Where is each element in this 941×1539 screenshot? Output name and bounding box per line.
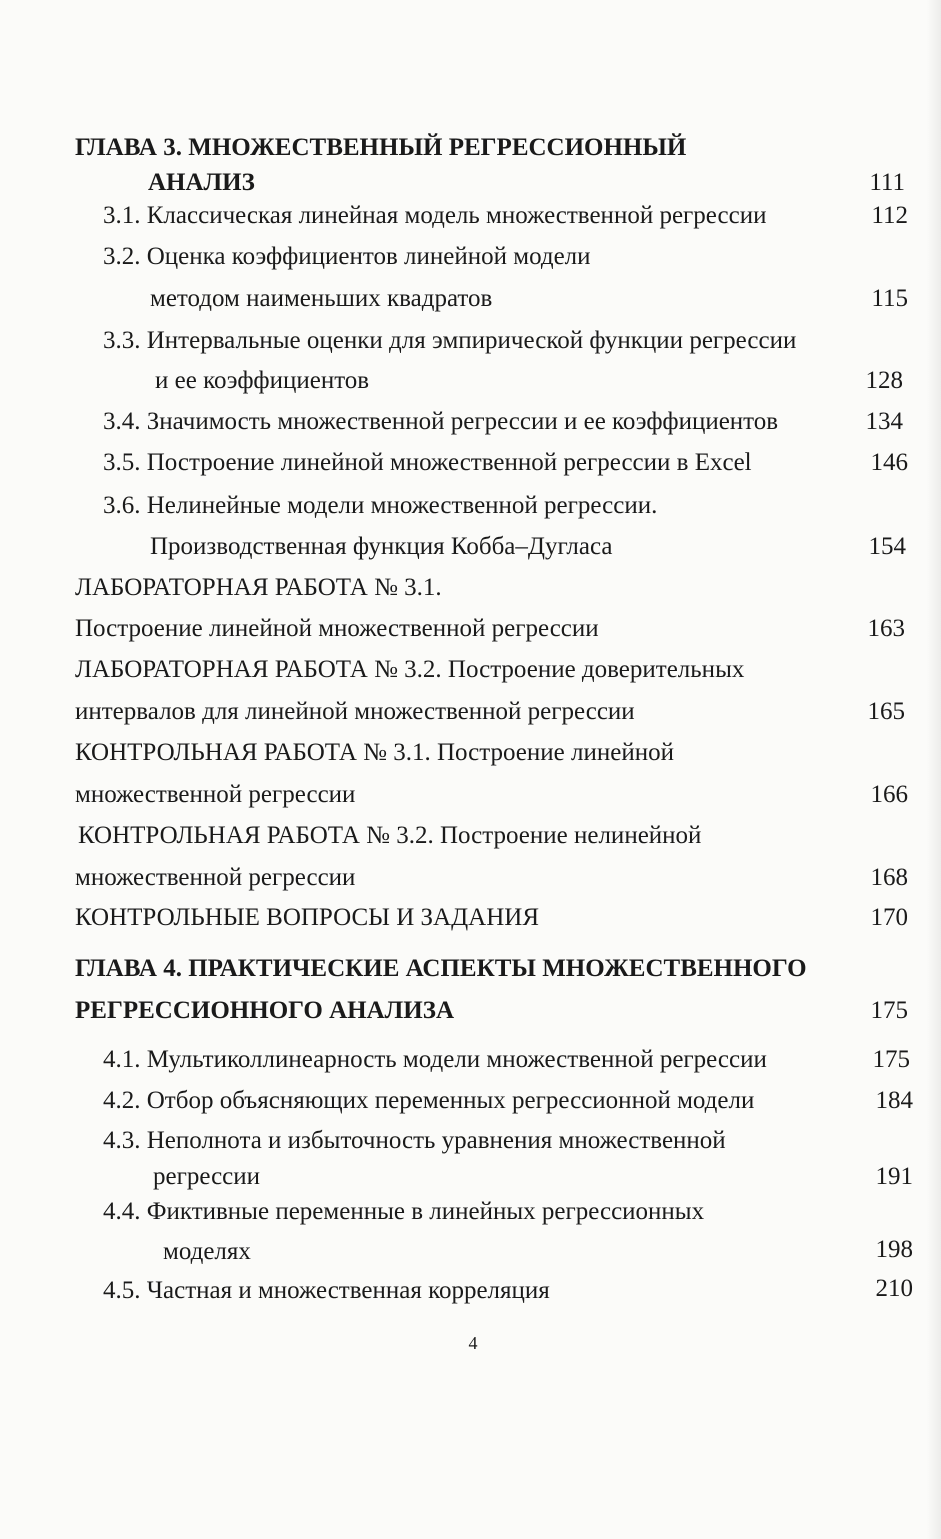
toc-section-3-6-line2: Производственная функция Кобба–Дугласа [150,533,613,560]
toc-page-number: 146 [870,449,908,476]
toc-section-3-4: 3.4. Значимость множественной регрессии и ее коэффициентов [103,408,779,435]
toc-section-3-3-line2: и ее коэффициентов [155,367,370,394]
toc-control-3-1-line1: КОНТРОЛЬНАЯ РАБОТА № 3.1. Построение линейной [75,739,674,766]
page-edge-shadow [927,0,941,1539]
toc-page-number: 184 [875,1087,913,1114]
toc-page-number: 115 [871,285,908,312]
toc-page-number: 166 [870,781,908,808]
toc-section-4-2: 4.2. Отбор объясняющих переменных регрессионной модели [103,1087,755,1114]
toc-page-number: 154 [868,533,906,560]
toc-section-4-1: 4.1. Мультиколлинеарность модели множественной регрессии [103,1046,767,1073]
toc-page-number: 210 [875,1275,913,1302]
toc-page-number: 112 [871,202,908,229]
toc-lab-3-2-line1: ЛАБОРАТОРНАЯ РАБОТА № 3.2. Построение доверительных [75,656,745,683]
toc-control-3-2-line2: множественной регрессии [75,864,356,891]
page-number: 4 [468,1333,478,1353]
toc-section-4-4-line1: 4.4. Фиктивные переменные в линейных регрессионных [103,1198,705,1225]
toc-section-3-1: 3.1. Классическая линейная модель множественной регрессии [103,202,767,229]
toc-page-number: 175 [870,997,908,1024]
toc-page-number: 111 [869,169,905,196]
toc-section-4-3-line1: 4.3. Неполнота и избыточность уравнения множественной [103,1127,726,1154]
toc-section-4-3-line2: регрессии [153,1163,261,1190]
toc-lab-3-1-line2: Построение линейной множественной регрессии [75,615,599,642]
toc-chapter4-title-line1: ГЛАВА 4. ПРАКТИЧЕСКИЕ АСПЕКТЫ МНОЖЕСТВЕННОГО [75,955,807,982]
toc-page-number: 191 [875,1163,913,1190]
toc-page-number: 175 [872,1046,910,1073]
toc-chapter4-title-line2: РЕГРЕССИОННОГО АНАЛИЗА [75,997,454,1024]
toc-page-number: 198 [875,1236,913,1263]
toc-control-questions: КОНТРОЛЬНЫЕ ВОПРОСЫ И ЗАДАНИЯ [75,904,539,931]
toc-page-number: 170 [870,904,908,931]
toc-section-3-5: 3.5. Построение линейной множественной регрессии в Excel [103,449,752,476]
toc-page-number: 165 [867,698,905,725]
toc-section-3-2-line1: 3.2. Оценка коэффициентов линейной модели [103,243,591,270]
toc-section-3-2-line2: методом наименьших квадратов [150,285,493,312]
toc-page-number: 163 [867,615,905,642]
toc-section-4-4-line2: моделях [163,1238,251,1265]
toc-section-3-3-line1: 3.3. Интервальные оценки для эмпирической функции регрессии [103,327,797,354]
toc-control-3-1-line2: множественной регрессии [75,781,356,808]
toc-section-3-6-line1: 3.6. Нелинейные модели множественной регрессии. [103,492,658,519]
toc-page-number: 134 [865,408,903,435]
toc-page-number: 168 [870,864,908,891]
toc-control-3-2-line1: КОНТРОЛЬНАЯ РАБОТА № 3.2. Построение нелинейной [78,822,702,849]
toc-lab-3-1-line1: ЛАБОРАТОРНАЯ РАБОТА № 3.1. [75,574,442,601]
toc-chapter3-title-line1: ГЛАВА 3. МНОЖЕСТВЕННЫЙ РЕГРЕССИОННЫЙ [75,134,687,161]
toc-section-4-5: 4.5. Частная и множественная корреляция [103,1277,550,1304]
toc-page-number: 128 [865,367,903,394]
toc-chapter3-title-line2: АНАЛИЗ [148,169,255,196]
toc-lab-3-2-line2: интервалов для линейной множественной регрессии [75,698,635,725]
